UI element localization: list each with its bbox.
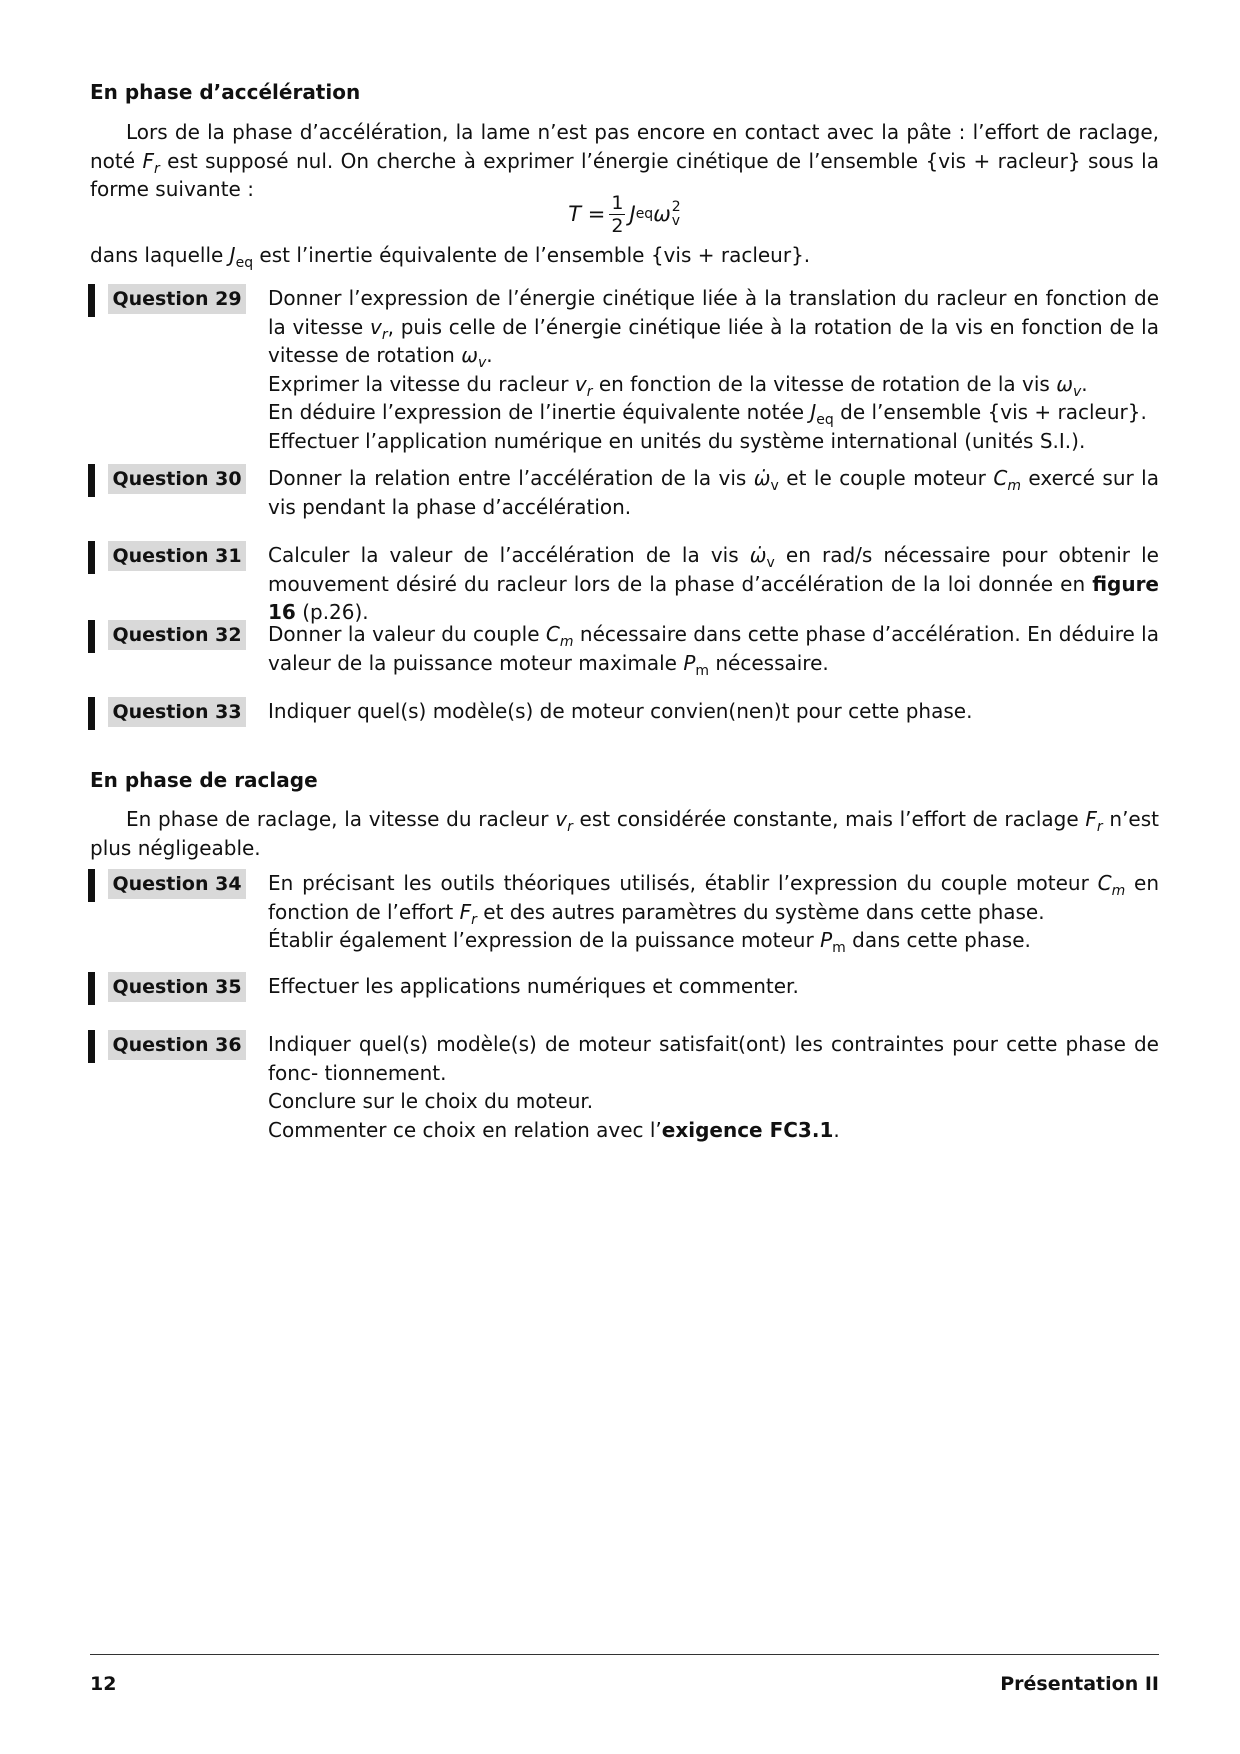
text-span: Commenter ce choix en relation avec l’ <box>268 1117 662 1142</box>
question-line <box>268 284 1159 370</box>
text-span: Indiquer quel(s) modèle(s) de moteur convien(nen)t pour cette phase. <box>268 699 973 723</box>
after-text-continued: est l’inertie équivalente de l’ensemble {vis + racleur}. <box>253 243 811 267</box>
text-span: et des autres paramètres du système dans cette phase. <box>476 899 1045 924</box>
question-label: Question 35 <box>108 972 246 1002</box>
requirement-reference: exigence FC3.1 <box>661 1117 834 1142</box>
text-span: n’est plus négligeable. <box>90 807 1159 860</box>
question-text <box>268 1030 1159 1144</box>
text-span: en rad/s nécessaire pour obtenir le mouvement désiré du racleur lors de la phase d’accélération de la loi donnée en <box>268 543 1159 596</box>
text-span: nécessaire dans cette phase d’accélération. En déduire la valeur de la puissance moteur maximale <box>268 622 1159 675</box>
text-span: exercé sur la vis pendant la phase d’accélération. <box>268 466 1159 519</box>
fraction-numerator: 1 <box>611 191 624 214</box>
symbol-F: F <box>1085 807 1097 831</box>
question-marker-bar <box>88 697 95 730</box>
question-marker-bar <box>88 464 95 497</box>
after-text: dans laquelle <box>90 243 230 267</box>
question-line: Conclure sur le choix du moteur. <box>268 1089 594 1113</box>
symbol-sub-m: m <box>832 940 846 956</box>
question-label: Question 32 <box>108 620 246 650</box>
text-span: est considérée constante, mais l’effort de raclage <box>572 807 1086 831</box>
symbol-J: J <box>810 400 817 424</box>
symbol-sub-eq: eq <box>235 255 254 271</box>
question-marker-bar <box>88 620 95 653</box>
question-line <box>268 869 1159 926</box>
symbol-omega: ω <box>1056 371 1073 396</box>
page <box>90 0 1159 1754</box>
question-text <box>268 284 1159 455</box>
question-marker-bar <box>88 1030 95 1063</box>
question-line <box>268 370 1159 399</box>
text-span: dans cette phase. <box>845 928 1031 952</box>
question-marker-bar <box>88 541 95 574</box>
question-text <box>268 697 1159 726</box>
symbol-sub-v: v <box>671 213 681 229</box>
text-span: En précisant les outils théoriques utilisés, établir l’expression du couple moteur <box>268 871 1098 895</box>
formula-lhs: T = <box>568 201 606 226</box>
symbol-sub-r: r <box>586 383 593 400</box>
text-span: (p.26). <box>295 600 369 624</box>
symbol-sub-v: v <box>770 478 779 494</box>
text-span: . <box>833 1117 840 1142</box>
question-marker-bar <box>88 869 95 902</box>
question-line <box>268 1116 1159 1145</box>
symbol-C: C <box>993 466 1008 490</box>
symbol-F: F <box>459 899 472 924</box>
question-line <box>268 427 1159 456</box>
question-text <box>268 972 1159 1001</box>
symbol-sub-v: v <box>1072 383 1082 400</box>
question-text <box>268 464 1159 521</box>
fraction-denominator: 2 <box>611 214 624 237</box>
intro-text-continued: est supposé nul. On cherche à exprimer l’énergie cinétique de l’ensemble {vis + racleur} sous la forme suivante : <box>90 148 1159 201</box>
text-span: de l’ensemble {vis + racleur}. <box>833 400 1147 424</box>
symbol-sub-m: m <box>1007 478 1021 494</box>
symbol-sub-r: r <box>153 160 160 177</box>
symbol-sup-2: 2 <box>671 199 681 215</box>
formula-sup-sub <box>672 200 681 228</box>
question-label: Question 34 <box>108 869 246 899</box>
text-span: Effectuer l’application numérique en unités du système international (unités S.I.). <box>268 428 1086 453</box>
question-text <box>268 869 1159 955</box>
symbol-sub-m: m <box>695 662 710 679</box>
text-span: Donner la valeur du couple <box>268 622 546 646</box>
question-marker-bar <box>88 284 95 317</box>
symbol-C: C <box>1097 871 1112 895</box>
question-line <box>268 398 1159 427</box>
text-span: en fonction de la vitesse de rotation de la vis <box>592 371 1057 396</box>
symbol-J: J <box>629 201 636 226</box>
question-label: Question 29 <box>108 284 246 314</box>
footer-section-title: Présentation II <box>1000 1673 1159 1695</box>
question-label: Question 36 <box>108 1030 246 1060</box>
question-text <box>268 620 1159 677</box>
question-text <box>268 541 1159 627</box>
symbol-sub-m: m <box>1111 883 1126 899</box>
symbol-v: v <box>555 807 568 831</box>
text-span: En déduire l’expression de l’inertie équivalente notée <box>268 400 811 424</box>
symbol-P: P <box>683 650 696 675</box>
text-span: Donner l’expression de l’énergie cinétique liée à la translation du racleur en fonction de la vitesse <box>268 286 1159 339</box>
symbol-sub-r: r <box>1096 819 1103 835</box>
symbol-omega-dot: ω̇ <box>753 466 771 490</box>
symbol-sub-r: r <box>471 911 477 928</box>
symbol-omega: ω <box>653 201 671 226</box>
question-marker-bar <box>88 972 95 1005</box>
symbol-P: P <box>820 928 833 952</box>
intro-paragraph-raclage <box>90 805 1159 862</box>
symbol-sub-r: r <box>381 326 388 343</box>
symbol-sub-v: v <box>766 555 775 571</box>
footer-divider <box>90 1654 1159 1655</box>
section-heading-acceleration: En phase d’accélération <box>90 80 361 104</box>
intro-text: Lors de la phase d’accélération, la lame n’est pas encore en contact avec la pâte : l’effort de raclage, noté <box>90 120 1159 173</box>
text-span: Calculer la valeur de l’accélération de la vis <box>268 543 750 567</box>
formula-fraction <box>609 192 625 237</box>
text-span: Effectuer les applications numériques et commenter. <box>268 974 799 998</box>
text-span: Donner la relation entre l’accélération de la vis <box>268 466 754 490</box>
question-label: Question 33 <box>108 697 246 727</box>
symbol-sub-v: v <box>477 355 487 371</box>
text-span: . <box>1081 371 1088 396</box>
text-span: nécessaire. <box>709 650 829 675</box>
symbol-v: v <box>574 371 587 396</box>
text-span: en fonction de l’effort <box>268 871 1159 924</box>
symbol-v: v <box>369 314 382 339</box>
symbol-sub-m: m <box>559 634 574 650</box>
text-span: et le couple moteur <box>778 466 994 490</box>
text-span: Exprimer la vitesse du racleur <box>268 371 575 396</box>
kinetic-energy-formula: T = $\frac{1}{2}$ J eq ω 2 v <box>568 191 681 237</box>
question-label: Question 31 <box>108 541 246 571</box>
symbol-sub-r: r <box>567 819 573 835</box>
after-formula-paragraph <box>90 241 1159 270</box>
symbol-omega: ω <box>461 343 478 367</box>
symbol-omega-dot: ω̇ <box>749 543 767 567</box>
question-line <box>268 926 1159 955</box>
section-heading-raclage: En phase de raclage <box>90 768 318 792</box>
page-number: 12 <box>90 1673 117 1695</box>
text-span: En phase de raclage, la vitesse du racleur <box>126 807 556 831</box>
figure-reference: figure 16 <box>268 571 1159 624</box>
symbol-sub-eq: eq <box>816 412 834 428</box>
text-span: . <box>486 343 493 367</box>
question-line: Indiquer quel(s) modèle(s) de moteur satisfait(ont) les contraintes pour cette phase de fonc- tionnement. <box>268 1032 1159 1085</box>
symbol-C: C <box>545 622 560 646</box>
text-span: , puis celle de l’énergie cinétique liée à la rotation de la vis en fonction de la vitesse de rotation <box>268 314 1159 367</box>
question-label: Question 30 <box>108 464 246 494</box>
symbol-F: F <box>142 148 154 173</box>
text-span: Établir également l’expression de la puissance moteur <box>268 928 821 952</box>
symbol-J: J <box>229 243 236 267</box>
